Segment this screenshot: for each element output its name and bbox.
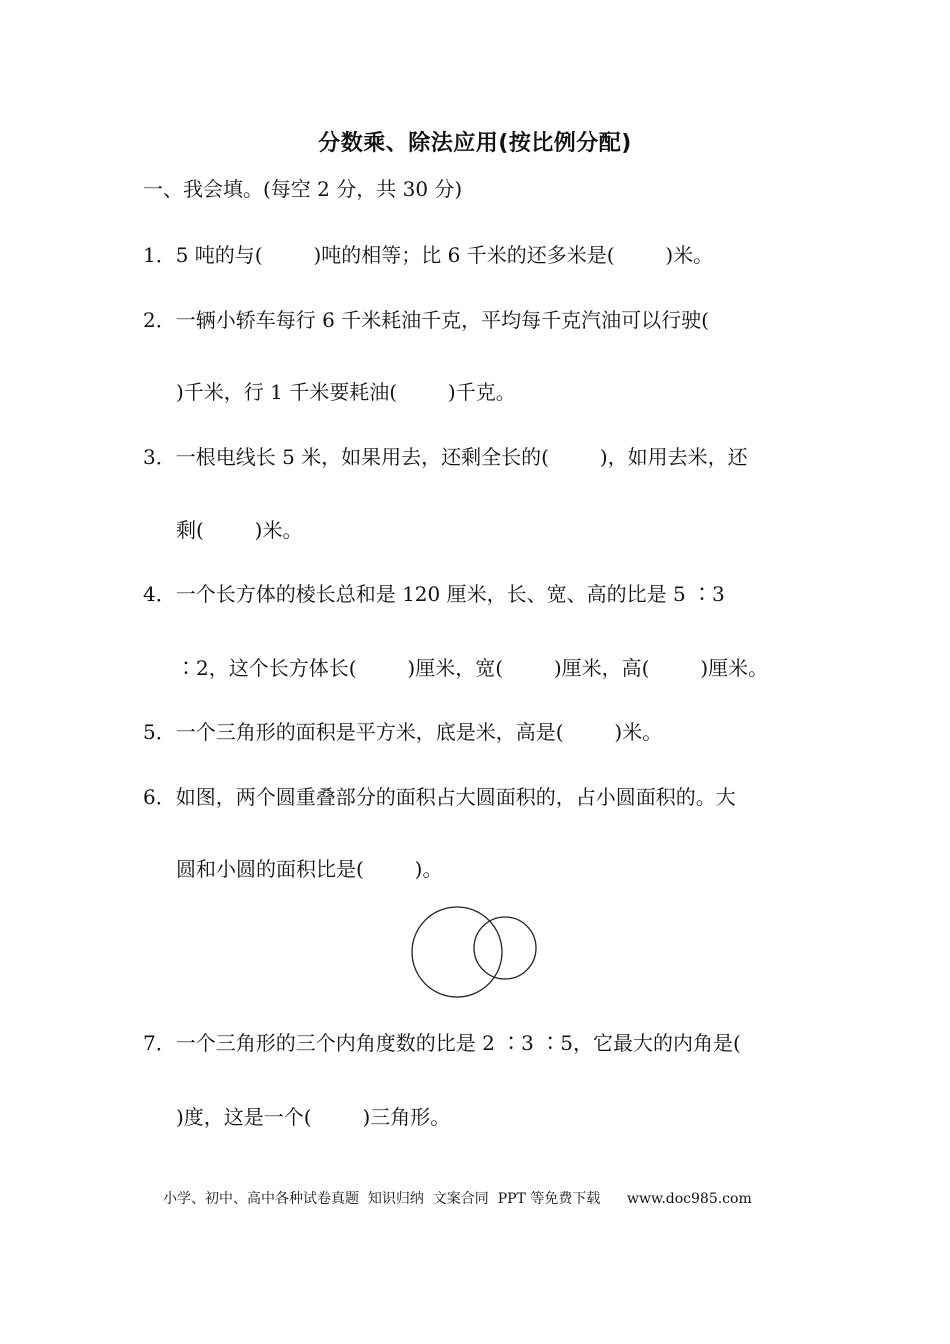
question-7-line-1: 7．一个三角形的三个内角度数的比是 2 ∶3 ∶5，它最大的内角是(	[143, 1031, 741, 1055]
page-title: 分数乘、除法应用(按比例分配)	[318, 131, 632, 156]
large-circle	[412, 907, 502, 997]
question-6-line-1: 6．如图，两个圆重叠部分的面积占大圆面积的，占小圆面积的。大	[143, 785, 736, 809]
question-3-line-2: 剩( )米。	[176, 518, 303, 542]
overlapping-circles-figure	[410, 904, 540, 1002]
question-2-line-2: )千米，行 1 千米要耗油( )千克。	[176, 380, 516, 404]
question-4-line-1: 4．一个长方体的棱长总和是 120 厘米，长、宽、高的比是 5 ∶3	[143, 582, 725, 606]
question-6-line-2: 圆和小圆的面积比是( )。	[176, 857, 443, 881]
question-3-line-1: 3．一根电线长 5 米，如果用去，还剩全长的( )，如用去米，还	[143, 445, 748, 469]
small-circle	[474, 917, 536, 979]
footer-text: 小学、初中、高中各种试卷真题 知识归纳 文案合同 PPT 等免费下载 www.doc985.com	[163, 1191, 752, 1207]
question-7-line-2: )度，这是一个( )三角形。	[176, 1105, 451, 1129]
question-1-line-1: 1．5 吨的与( )吨的相等；比 6 千米的还多米是( )米。	[143, 243, 714, 267]
section-heading: 一、我会填。(每空 2 分，共 30 分)	[143, 177, 463, 201]
question-4-line-2: ∶2，这个长方体长( )厘米，宽( )厘米，高( )厘米。	[176, 656, 769, 680]
question-5-line-1: 5．一个三角形的面积是平方米，底是米，高是( )米。	[143, 720, 663, 744]
question-2-line-1: 2．一辆小轿车每行 6 千米耗油千克，平均每千克汽油可以行驶(	[143, 308, 709, 332]
